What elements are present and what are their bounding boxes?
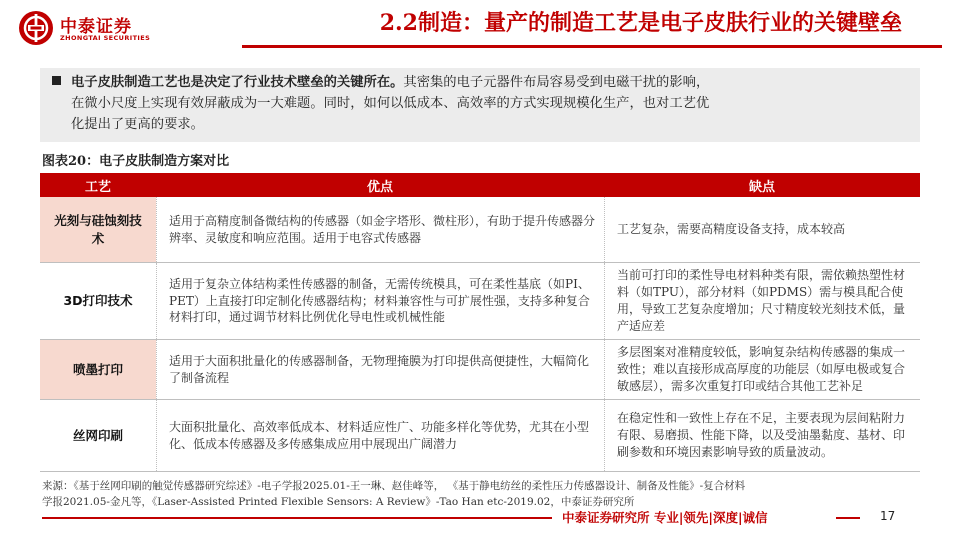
figure-caption: 图表20：电子皮肤制造方案对比 (42, 154, 230, 169)
table-header (40, 173, 920, 197)
summary-paragraph (52, 72, 908, 93)
table-row (40, 400, 920, 472)
cons-text: 当前可打印的柔性导电材料种类有限，需依赖热塑性材料（如TPU），部分材料（如PDMS）需与模具配合使用，导致工艺复杂度增加；尺寸精度较光刻技术低，量产适应差 (604, 263, 920, 339)
source-note (42, 478, 922, 510)
footer-slogan: 中泰证券研究所 专业|领先|深度|诚信 (562, 510, 768, 525)
process-name: 光刻与硅蚀刻技术 (40, 197, 156, 262)
table-row (40, 263, 920, 340)
header-pros: 优点 (366, 179, 393, 195)
logo-name-en: ZHONGTAI SECURITIES (60, 34, 151, 42)
footer-divider-left (42, 517, 552, 519)
page-number: 17 (880, 509, 896, 523)
summary-bold: 电子皮肤制造工艺也是决定了行业技术壁垒的关键所在。 (71, 75, 404, 90)
comparison-table (40, 173, 920, 472)
header-cons: 缺点 (748, 179, 775, 195)
process-name: 喷墨打印 (40, 340, 156, 399)
cons-text: 多层图案对准精度较低，影响复杂结构传感器的集成一致性；难以直接形成高厚度的功能层（如厚电极或复合敏感层），需多次重复打印或结合其他工艺补足 (604, 340, 920, 399)
table-row (40, 197, 920, 263)
page-title: 2.2制造：量产的制造工艺是电子皮肤行业的关键壁垒 (379, 10, 902, 36)
pros-text: 适用于高精度制备微结构的传感器（如金字塔形、微柱形），有助于提升传感器分辨率、灵敏度和响应范围。适用于电容式传感器 (156, 197, 604, 262)
table-row (40, 340, 920, 400)
cons-text: 在稳定性和一致性上存在不足，主要表现为层间粘附力有限、易磨损、性能下降，以及受油墨黏度、基材、印刷参数和环境因素影响导致的质量波动。 (604, 400, 920, 471)
pros-text: 适用于复杂立体结构柔性传感器的制备，无需传统模具，可在柔性基底（如PI、PET）上直接打印定制化传感器结构；材料兼容性与可扩展性强，支持多种复合材料打印，通过调节材料比例优化导电性或机械性能 (156, 263, 604, 339)
pros-text: 适用于大面积批量化的传感器制备，无物理掩膜为打印提供高便捷性，大幅简化了制备流程 (156, 340, 604, 399)
summary-box (40, 68, 920, 142)
process-name: 丝网印刷 (72, 427, 123, 443)
pros-text: 大面积批量化、高效率低成本、材料适应性广、功能多样化等优势，尤其在小型化、低成本传感器及多传感集成应用中展现出广阔潜力 (156, 400, 604, 471)
source-line1: 来源：《基于丝网印刷的触觉传感器研究综述》-电子学报2025.01-王一琳、赵佳峰等， 《基于静电纺丝的柔性压力传感器设计、制备及性能》-复合材料 (42, 480, 746, 492)
title-divider (242, 45, 942, 48)
company-logo (18, 8, 178, 48)
header-process: 工艺 (84, 179, 111, 195)
zhongtai-logo-icon (18, 10, 54, 46)
footer-divider-right (836, 517, 860, 519)
logo-name-cn: 中泰证券 (60, 17, 132, 37)
square-bullet-icon (52, 76, 61, 85)
summary-line3: 化提出了更高的要求。 (71, 117, 204, 132)
summary-line2: 在微小尺度上实现有效屏蔽成为一大难题。同时，如何以低成本、高效率的方式实现规模化生产，也对工艺优 (71, 96, 710, 111)
summary-line1-rest: 其密集的电子元器件布局容易受到电磁干扰的影响， (403, 75, 710, 90)
process-name: 3D打印技术 (63, 293, 133, 308)
cons-text: 工艺复杂，需要高精度设备支持，成本较高 (604, 197, 920, 262)
source-line2: 学报2021.05-金凡等，《Laser-Assisted Printed Flexible Sensors: A Review》-Tao Han etc-2019.02，中泰证券研究所 (42, 496, 635, 508)
